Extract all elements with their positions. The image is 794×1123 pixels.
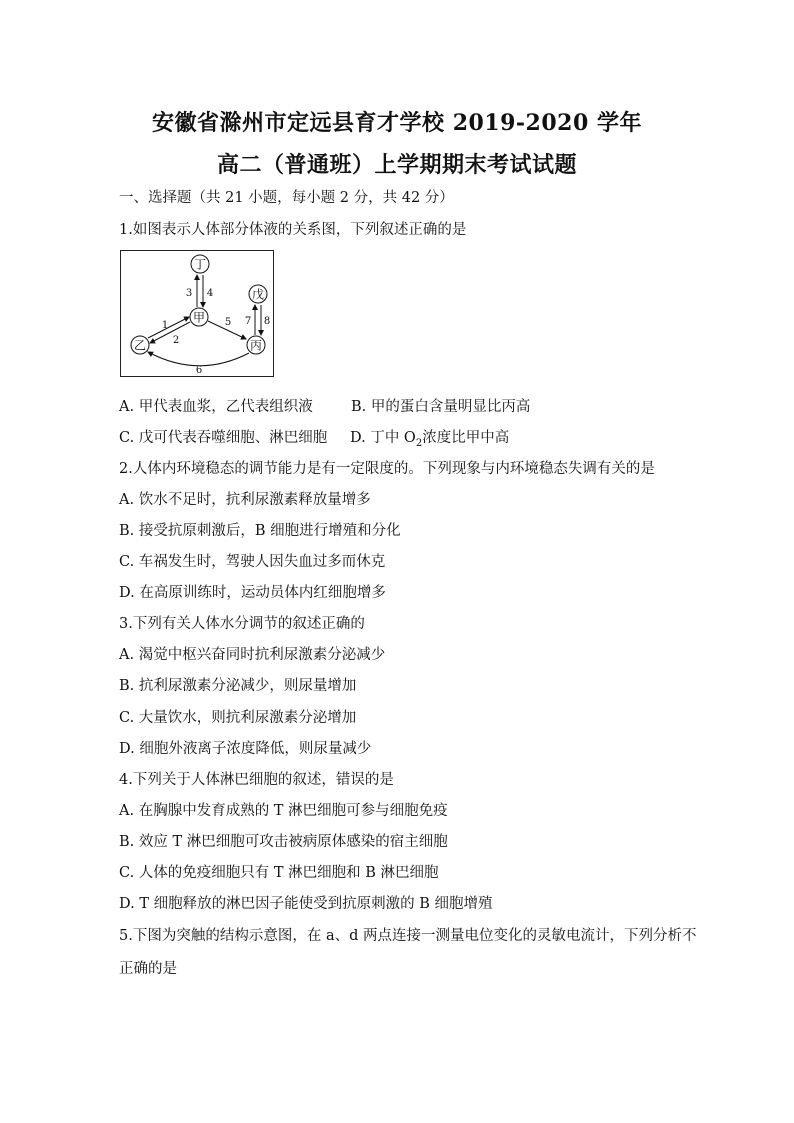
arrow-8-label: 8 [263,316,271,327]
q1-stem: 1.如图表示人体部分体液的关系图，下列叙述正确的是 [119,222,467,238]
arrow-2-label: 2 [172,335,180,346]
arrow-2 [150,322,190,343]
q3-option-a: A. 渴觉中枢兴奋同时抗利尿激素分泌减少 [119,647,386,663]
q3-option-b: B. 抗利尿激素分泌减少，则尿量增加 [119,678,357,694]
q4-option-b: B. 效应 T 淋巴细胞可攻击被病原体感染的宿主细胞 [119,834,448,850]
arrow-6 [148,352,249,366]
q3-option-d: D. 细胞外液离子浓度降低，则尿量减少 [119,741,372,757]
q2-option-d: D. 在高原训练时，运动员体内红细胞增多 [119,585,386,601]
node-ding-label: 丁 [193,257,207,272]
q3-option-c: C. 大量饮水，则抗利尿激素分泌增加 [119,710,357,726]
q2-stem: 2.人体内环境稳态的调节能力是有一定限度的。下列现象与内环境稳态失调有关的是 [119,461,655,477]
node-bing-label: 丙 [249,338,263,353]
node-wu-label: 戊 [251,287,265,302]
q4-option-a: A. 在胸腺中发育成熟的 T 淋巴细胞可参与细胞免疫 [119,803,448,819]
title-line-1: 安徽省滁州市定远县育才学校 2019-2020 学年 [152,110,642,136]
q3-stem: 3.下列有关人体水分调节的叙述正确的 [119,616,365,632]
q4-stem: 4.下列关于人体淋巴细胞的叙述，错误的是 [119,772,394,788]
node-yi-label: 乙 [133,338,147,353]
q2-option-b: B. 接受抗原刺激后，B 细胞进行增殖和分化 [119,523,401,539]
q1-option-d-sub: 2 [415,437,423,449]
q1-body-fluid-diagram [120,250,274,377]
q4-option-d: D. T 细胞释放的淋巴因子能使受到抗原刺激的 B 细胞增殖 [119,896,493,912]
q2-option-a: A. 饮水不足时，抗利尿激素释放量增多 [119,492,371,508]
q4-option-c: C. 人体的免疫细胞只有 T 淋巴细胞和 B 淋巴细胞 [119,865,439,881]
title-line-2: 高二（普通班）上学期期末考试试题 [216,152,577,178]
arrow-4-label: 4 [206,288,214,299]
q1-option-d [350,426,509,449]
q1-option-a: A. 甲代表血浆，乙代表组织液 [119,399,313,415]
arrow-1 [148,317,189,338]
node-jia-label: 甲 [192,310,206,325]
arrow-7-label: 7 [244,316,252,327]
arrow-6-label: 6 [195,365,203,376]
section-heading: 一、选择题（共 21 小题，每小题 2 分，共 42 分） [119,190,454,206]
arrow-1-label: 1 [161,320,169,331]
q1-option-c: C. 戊可代表吞噬细胞、淋巴细胞 [119,430,328,446]
diagram-svg [121,251,275,378]
q1-option-b: B. 甲的蛋白含量明显比丙高 [351,399,531,415]
q5-stem-line-2: 正确的是 [119,961,177,977]
q1-option-d-pre: D. 丁中 O [350,430,416,446]
q5-stem-line-1: 5.下图为突触的结构示意图，在 a、d 两点连接一测量电位变化的灵敏电流计，下列分析不 [119,928,697,944]
arrow-3-label: 3 [185,288,193,299]
q1-option-d-post: 浓度比甲中高 [422,430,510,446]
q2-option-c: C. 车祸发生时，驾驶人因失血过多而休克 [119,554,386,570]
arrow-5-label: 5 [224,317,232,328]
